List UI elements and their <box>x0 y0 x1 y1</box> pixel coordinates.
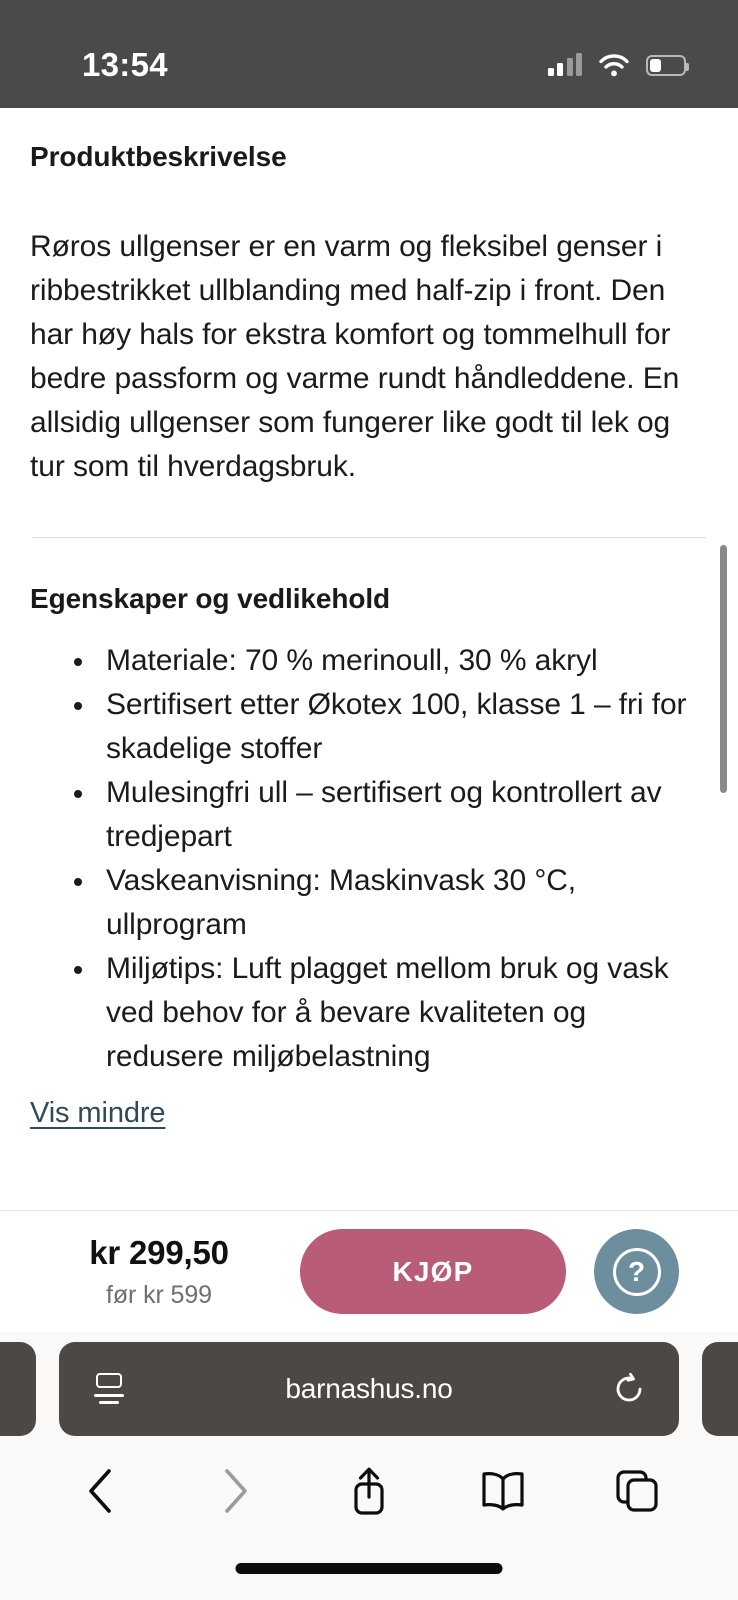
url-bar[interactable] <box>59 1342 679 1436</box>
features-heading: Egenskaper og vedlikehold <box>30 583 391 614</box>
tab-previous[interactable] <box>0 1342 36 1436</box>
page-title: Produktbeskrivelse <box>30 141 287 172</box>
list-item: Miljøtips: Luft plagget mellom bruk og vask ved behov for å bevare kvaliteten og redusere miljøbelastning <box>30 947 708 1079</box>
current-price: kr 299,50 <box>89 1233 229 1271</box>
browser-toolbar <box>0 1436 738 1546</box>
show-less-link[interactable]: Vis mindre <box>30 1097 166 1129</box>
question-mark-circle-icon: ? <box>613 1248 661 1296</box>
browser-chrome <box>0 1332 738 1600</box>
buy-button[interactable]: KJØP <box>300 1229 566 1314</box>
list-item: Materiale: 70 % merinoull, 30 % akryl <box>30 639 708 683</box>
status-bar <box>0 0 738 108</box>
tab-strip <box>0 1332 738 1436</box>
list-item: Vaskeanvisning: Maskinvask 30 °C, ullprogram <box>30 859 708 947</box>
bookmarks-button[interactable] <box>466 1454 540 1528</box>
previous-price: før kr 599 <box>106 1280 212 1309</box>
sticky-price-bar <box>0 1210 738 1332</box>
product-description-panel <box>0 108 738 1210</box>
status-bar-indicators <box>548 54 687 77</box>
cellular-signal-icon <box>548 54 583 76</box>
page-settings-icon[interactable] <box>93 1373 125 1405</box>
tabs-button[interactable] <box>600 1454 674 1528</box>
reload-icon[interactable] <box>613 1373 645 1405</box>
help-button[interactable] <box>594 1229 679 1314</box>
scrollbar-thumb[interactable] <box>720 545 727 793</box>
url-text: barnashus.no <box>285 1373 453 1404</box>
status-bar-clock: 13:54 <box>82 46 168 83</box>
description-paragraph: Røros ullgenser er en varm og fleksibel genser i ribbestrikket ullblanding med half-zip i front. Den har høy hals for ekstra komfort og tommelhull for bedre passform og varme rundt håndleddene. En allsidig ullgenser som fungerer like godt til lek og tur som til hverdagsbruk. <box>30 230 680 483</box>
list-item: Sertifisert etter Økotex 100, klasse 1 – fri for skadelige stoffer <box>30 683 708 771</box>
home-indicator <box>236 1563 503 1574</box>
list-item: Mulesingfri ull – sertifisert og kontrollert av tredjepart <box>30 771 708 859</box>
wifi-icon <box>599 54 629 77</box>
share-button[interactable] <box>332 1454 406 1528</box>
back-button[interactable] <box>64 1454 138 1528</box>
tab-next[interactable] <box>702 1342 738 1436</box>
price-block <box>0 1234 300 1310</box>
battery-icon <box>646 55 686 76</box>
forward-button[interactable] <box>198 1454 272 1528</box>
features-list <box>30 615 708 1079</box>
